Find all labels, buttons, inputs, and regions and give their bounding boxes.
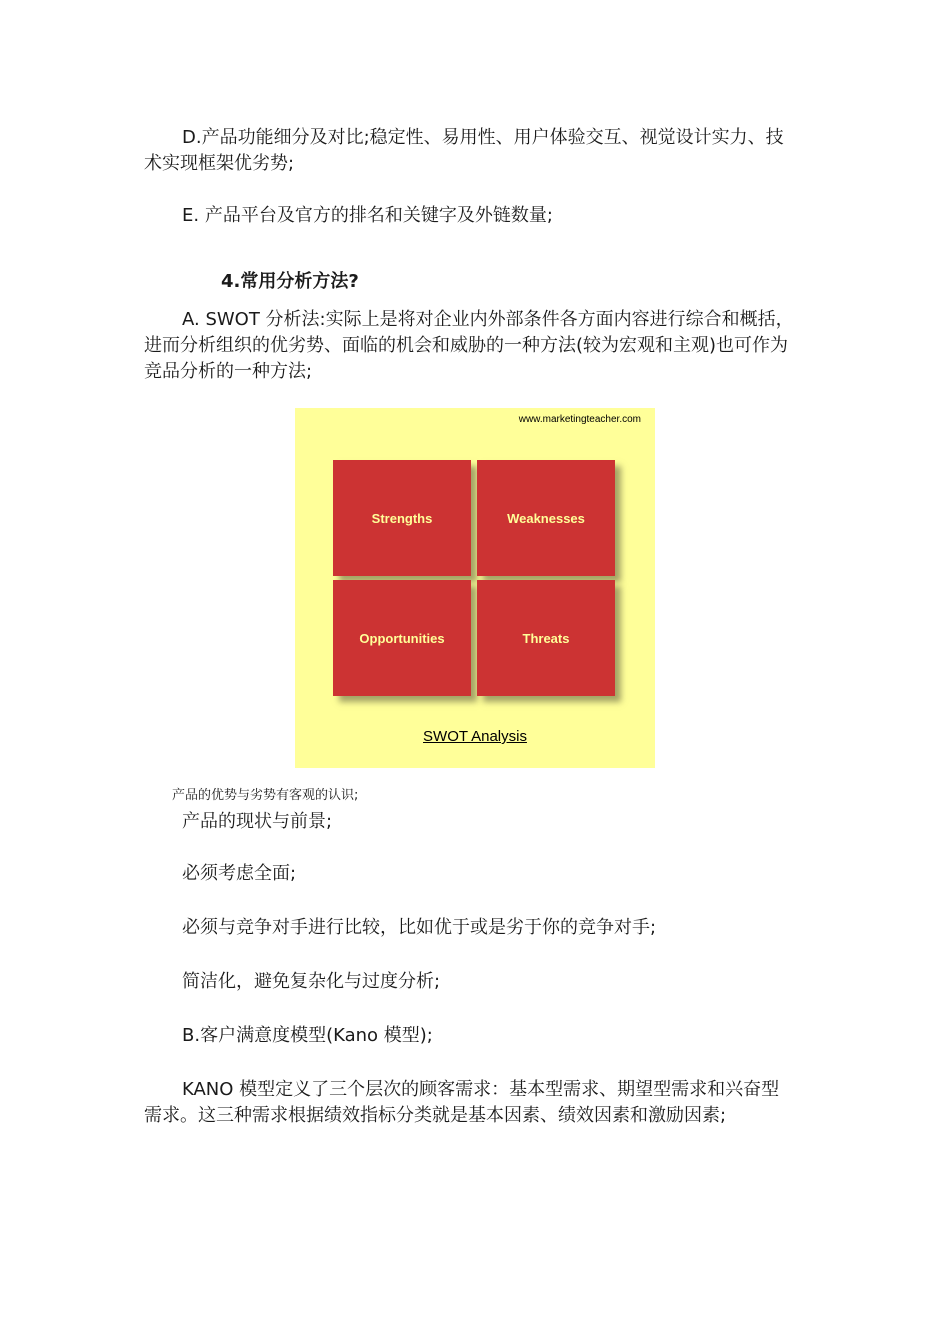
swot-threats-label: Threats: [522, 630, 570, 646]
paragraph-e: E. 产品平台及官方的排名和关键字及外链数量;: [182, 205, 553, 226]
section-heading: 4.常用分析方法?: [221, 271, 359, 292]
kano-title: B.客户满意度模型(Kano 模型);: [182, 1025, 433, 1046]
paragraph-d-line2: 术实现框架优劣势;: [144, 153, 295, 174]
paragraph-a-line1: A. SWOT 分析法:实际上是将对企业内外部条件各方面内容进行综合和概括，: [182, 309, 794, 330]
swot-source-url: www.marketingteacher.com: [518, 414, 641, 425]
note-small: 产品的优势与劣势有客观的认识;: [172, 788, 359, 803]
swot-strengths-label: Strengths: [371, 510, 433, 526]
paragraph-a-line2: 进而分析组织的优劣势、面临的机会和威胁的一种方法(较为宏观和主观)也可作为: [144, 335, 789, 356]
kano-line2: 需求。这三种需求根据绩效指标分类就是基本因素、绩效因素和激励因素;: [144, 1105, 727, 1126]
swot-caption: SWOT Analysis: [423, 728, 527, 745]
swot-weaknesses-box: [477, 460, 615, 576]
paragraph-d-line1: D.产品功能细分及对比;稳定性、易用性、用户体验交互、视觉设计实力、技: [182, 127, 784, 148]
paragraph-a-line3: 竞品分析的一种方法;: [144, 361, 313, 382]
note-status: 产品的现状与前景;: [182, 811, 333, 832]
swot-opportunities-box: [333, 580, 471, 696]
note-simple: 简洁化，避免复杂化与过度分析;: [182, 971, 441, 992]
kano-line1: KANO 模型定义了三个层次的顾客需求：基本型需求、期望型需求和兴奋型: [182, 1079, 780, 1100]
swot-threats-box: [477, 580, 615, 696]
swot-weaknesses-label: Weaknesses: [507, 510, 585, 526]
swot-strengths-box: [333, 460, 471, 576]
swot-figure: [295, 408, 655, 768]
swot-opportunities-label: Opportunities: [359, 630, 445, 646]
note-compare: 必须与竞争对手进行比较，比如优于或是劣于你的竞争对手;: [182, 917, 657, 938]
note-comprehensive: 必须考虑全面;: [182, 863, 297, 884]
